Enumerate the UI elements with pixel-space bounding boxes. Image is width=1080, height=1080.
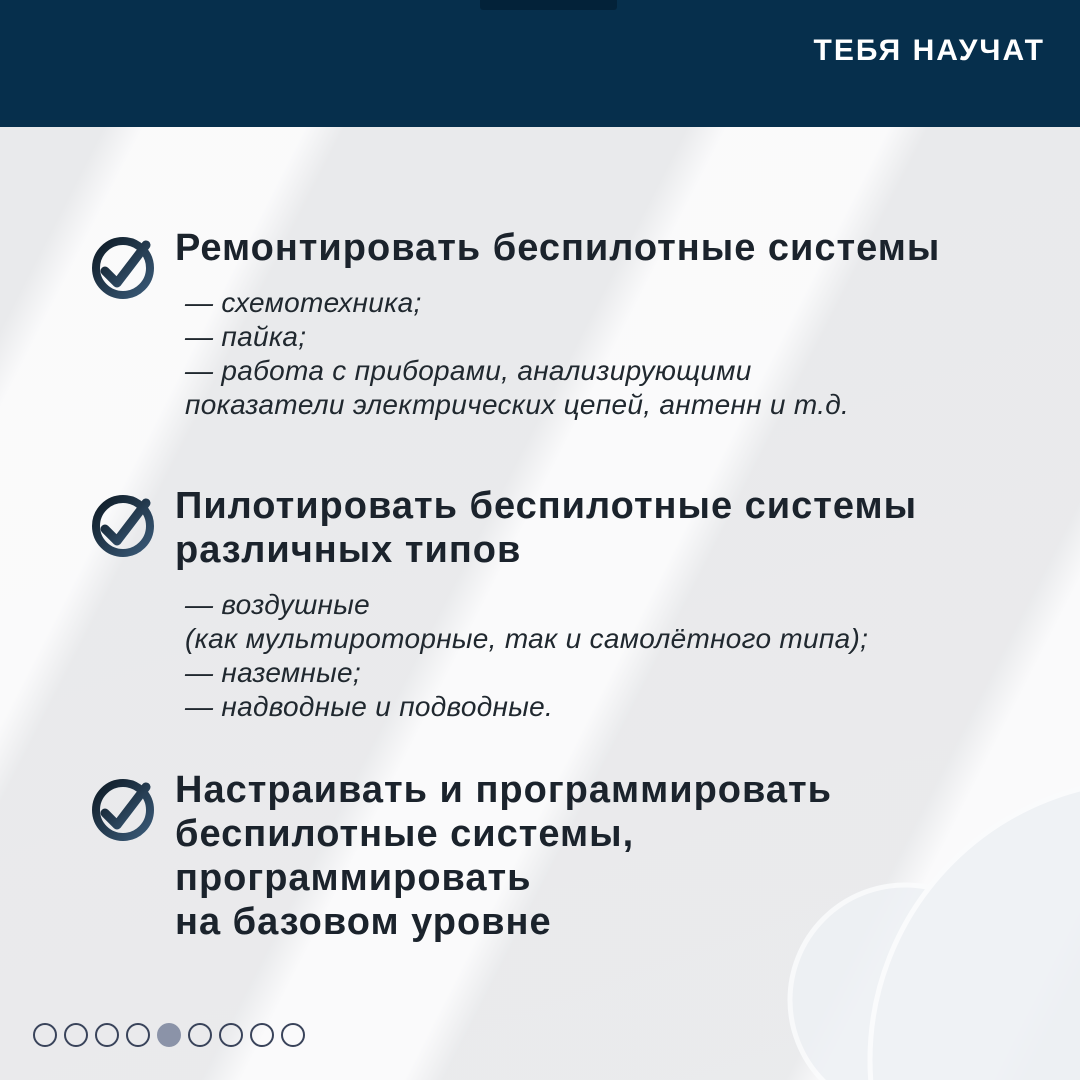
- header-bar: [0, 0, 1080, 127]
- page-title: ТЕБЯ НАУЧАТ: [813, 34, 1045, 67]
- item-details: [185, 588, 917, 724]
- pagination-dot[interactable]: [95, 1023, 119, 1047]
- list-item: [88, 484, 917, 724]
- item-title-line: Настраивать и программировать: [175, 769, 832, 811]
- pagination-dot[interactable]: [33, 1023, 57, 1047]
- pagination-dot-active[interactable]: [157, 1023, 181, 1047]
- item-detail-line: показатели электрических цепей, антенн и т.д.: [185, 389, 850, 420]
- check-icon: [88, 232, 158, 302]
- item-title: [175, 226, 940, 270]
- pagination-dots: [33, 1023, 305, 1047]
- item-title-line: беспилотные системы,: [175, 813, 635, 855]
- item-title-line: различных типов: [175, 529, 522, 571]
- item-detail-line: — схемотехника;: [185, 287, 422, 318]
- item-title-line: на базовом уровне: [175, 901, 552, 943]
- item-title: [175, 768, 832, 944]
- item-detail-line: — работа с приборами, анализирующими: [185, 355, 752, 386]
- item-title-line: Пилотировать беспилотные системы: [175, 485, 918, 527]
- item-text: [175, 226, 940, 422]
- item-title-line: программировать: [175, 857, 532, 899]
- top-accent-bar: [480, 0, 617, 10]
- list-item: [88, 226, 940, 422]
- item-text: [175, 484, 917, 724]
- pagination-dot[interactable]: [126, 1023, 150, 1047]
- pagination-dot[interactable]: [219, 1023, 243, 1047]
- pagination-dot[interactable]: [188, 1023, 212, 1047]
- check-icon: [88, 774, 158, 844]
- item-detail-line: — наземные;: [185, 657, 361, 688]
- pagination-dot[interactable]: [250, 1023, 274, 1047]
- item-details: [185, 286, 940, 422]
- item-detail-line: — надводные и подводные.: [185, 691, 554, 722]
- item-title-line: Ремонтировать беспилотные системы: [175, 227, 941, 269]
- item-detail-line: (как мультироторные, так и самолётного типа);: [185, 623, 869, 654]
- list-item: [88, 768, 832, 944]
- pagination-dot[interactable]: [281, 1023, 305, 1047]
- item-detail-line: — воздушные: [185, 589, 371, 620]
- item-detail-line: — пайка;: [185, 321, 307, 352]
- pagination-dot[interactable]: [64, 1023, 88, 1047]
- item-title: [175, 484, 917, 572]
- check-icon: [88, 490, 158, 560]
- item-text: [175, 768, 832, 944]
